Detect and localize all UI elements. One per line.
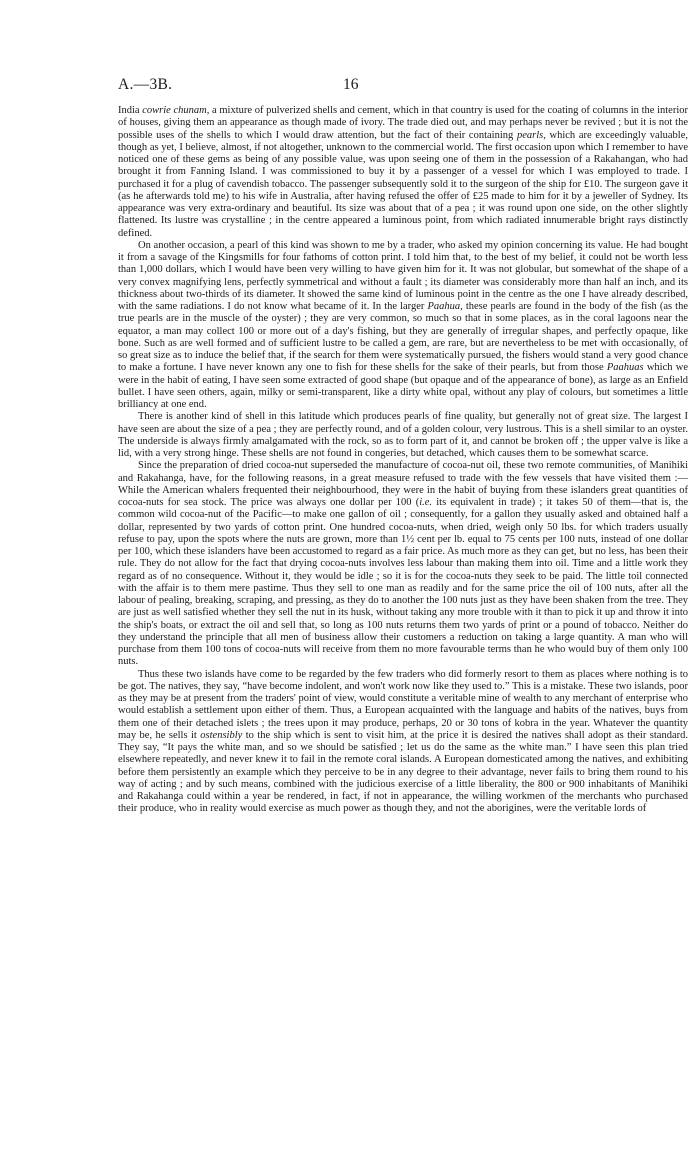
paragraph-4-text-a: Since the preparation of dried cocoa-nut superseded the manufacture of cocoa-nut oil, these two remote communities, of Manihiki and Rakahanga, have, for the following reasons, in a great measure refused to trade with the few vessels that have visited them :—While the American whalers frequented their neighbourhood, they were in the habit of buying from these islanders great quantities of cocoa-nuts for sea stock. The price was always one dollar per 100 ( [118,460,688,508]
paragraph-5 [118,669,688,816]
paragraph-1-italic-b: pearls [516,129,544,141]
paragraph-1-italic-a: cowrie chunam [142,105,207,116]
paragraph-1-text-c: , which are exceedingly valuable, though as yet, I believe, almost, if not altogether, unknown to the commercial world. The first occasion upon which I remember to have noticed one of these gems as being of any possible value, was upon seeing one of them in the possession of a Rakahangan, who had brought it from Fanning Island. I was commissioned to buy it by a passenger of a vessel for which I was employed to trade. I purchased it for a plug of cavendish tobacco. The passenger subsequently sold it to the surgeon of the ship for £10. The surgeon gave it (as he afterwards told me) to his wife in Australia, after having refused the offer of £25 made to him for it by a jeweller of Sydney. Its appearance was very extra-ordinary and beautiful. Its size was about that of a pea ; it was round upon one side, on the other slightly flattened. Its lustre was crystalline ; in the centre appeared a luminous point, from which radiated innumerable bright rays distinctly defined. [118,129,688,239]
paragraph-2-italic-a: Paahua [427,301,461,312]
body-text [118,105,688,816]
paragraph-4-text-b: its equivalent in trade) ; it takes 50 of them—that is, the common wild cocoa-nut of the Pacific—to make one gallon of oil ; consequently, for a gallon they usually asked and obtained half a dollar, represented by two yards of cotton print. One hundred cocoa-nuts, when dried, weigh only 50 lbs. for which traders usually refuse to pay, upon the spots where the nuts are grown, more than 1½ cent per lb. equal to 75 cents per 100 nuts, instead of one dollar per 100, which these islanders have been accustomed to regard as a fair price. As much more as they can get, but no less, has been their rule. They do not allow for the fact that drying cocoa-nuts involves less labour than making them into oil. Time and a little work they regard as of no consequence. Without it, they would be idle ; so it is for the cocoa-nuts they seek to be paid. The little toil connected with the affair is to them mere pastime. Thus they sell to one man as readily and for the same price the oil of 100 nuts, after all the labour of pealing, breaking, scraping, and pressing, as they do to another the 100 nuts just as they have been shaken from the tree. They are just as well satisfied whether they sell the nut in its husk, without taking any more trouble with it than to pick it up and throw it into the ship's boats, or extract the oil and sell that, so long as 100 nuts returns them two yards of print or a pound of tobacco. Neither do they understand the principle that all men of business allow their customers a reduction on taking a large quantity. A man who will purchase from them 100 tons of cocoa-nuts will receive from them no more favourable terms than he who would buy of them only 100 nuts. [118,497,688,668]
paragraph-5-text-a: Thus these two islands have come to be regarded by the few traders who did formerly resort to them as places where nothing is to be got. The natives, they say, “have become indolent, and won't work now like they used to.” This is a mistake. These two islands, poor as they may be at present from the traders' point of view, would constitute a veritable mine of wealth to any merchant of enterprise who would establish a settlement upon either of them. Thus, a European acquainted with the language and habits of the natives, buys from them one of their detached islets ; the trees upon it may produce, perhaps, 20 or 30 tons of kobra in the year. Whatever the quantity may be, he sells it [118,668,688,741]
paragraph-4-italic-a: i.e. [419,497,433,508]
paragraph-5-italic-a: ostensibly [200,729,243,741]
paragraph-1-text-b: , a mixture of pulverized shells and cement, which in that country is used for the coating of columns in the interior of houses, giving them an appearance as though made of ivory. The trade died out, and may perhaps never be revived ; but it is not the possible uses of the shells to which I would draw attention, but the fact of their containing [118,105,688,141]
paragraph-2-text-c: which we were in the habit of eating, I have seen some extracted of good shape (but opaque and of the appearance of bone), as large as an Enfield bullet. I have seen others, again, milky or semi-transparent, like a dirty white opal, without any play of colours, but sometimes a little brilliancy at one end. [118,362,688,410]
paragraph-1-text-a: India [118,105,143,116]
paragraph-3 [118,411,688,460]
document-reference: A.—3B. [118,76,173,93]
paragraph-1 [118,105,688,240]
paragraph-2-text-a: On another occasion, a pearl of this kind was shown to me by a trader, who asked my opinion concerning its value. He had bought it from a savage of the Kingsmills for four fathoms of cotton print. I told him that, to the best of my belief, it could not be worth less than 1,000 dollars, which I would have been very willing to have given him for it. It was not globular, but somewhat of the shape of a very convex magnifying lens, perfectly symmetrical and without a fault ; its diameter was considerably more than half an inch, and its thickness about two-thirds of its diameter. It showed the same kind of luminous point in the centre as the one I have already described, with the same radiations. I do not know what became of it. In the larger [118,239,688,312]
paragraph-2-text-b: , these pearls are found in the body of the fish (as the true pearls are in the muscle of the oyster) ; they are very common, so much so that in some places, as in the coral lagoons near the equator, a man may collect 100 or more out of a day's fishing, but they are generally of irregular shapes, and perfectly opaque, like bone. Such as are well formed and of sufficient lustre to be called a gem, are rare, but are nevertheless to be met with occasionally, of so great size as to induce the belief that, if the search for them were systematically pursued, the fishers would stand a very good chance to make a fortune. I have never known any one to fish for these shells for the sake of their pearls, but from those [118,301,688,374]
page-number: 16 [343,76,359,93]
paragraph-2 [118,240,688,412]
paragraph-2-italic-b: Paahuas [606,362,644,374]
page-header [118,76,596,96]
paragraph-5-text-b: to the ship which is sent to visit him, at the price it is desired the natives shall adopt as their standard. They say, “It pays the white man, and so we should be satisfied ; let us do the same as the white man.” I have seen this plan tried elsewhere repeatedly, and never knew it to fail in the remote coral islands. A European domesticated among the natives, and exhibiting before them persistently an example which they perceive to be in any degree to their advantage, never fails to bring them round to his way of acting ; and by such means, combined with the judicious exercise of a little liberality, the 800 or 900 inhabitants of Manihiki and Rakahanga could within a year be rendered, in fact, if not in appearance, the willing workmen of the merchants who purchased their produce, who in reality would exercise as much power as though they, and not the aborigines, were the veritable lords of [118,729,688,815]
paragraph-4 [118,460,688,668]
paragraph-3-text: There is another kind of shell in this latitude which produces pearls of fine quality, but generally not of great size. The largest I have seen are about the size of a pea ; they are perfectly round, and of a golden colour, very lustrous. This is a shell similar to an oyster. The underside is always firmly amalgamated with the rock, so as to form part of it, and cannot be broken off ; the upper valve is like a lid, with a very strong hinge. These shells are not found in congeries, but detached, which causes them to be somewhat scarce. [118,411,688,459]
